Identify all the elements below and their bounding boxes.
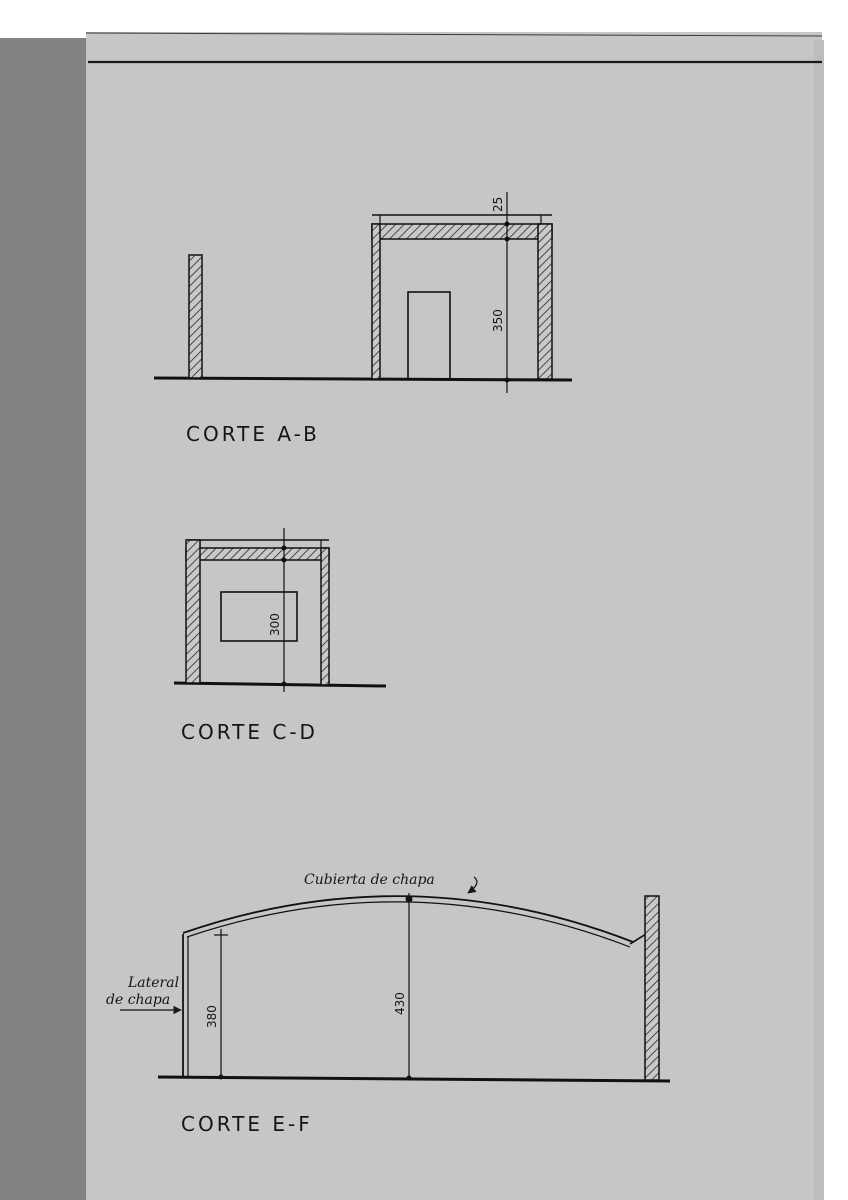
ab-roof-slab xyxy=(372,224,552,239)
paper-right-edge xyxy=(814,40,824,1200)
left-shadow xyxy=(0,38,86,1200)
ab-right-wall xyxy=(538,224,552,379)
cd-title: CORTE C-D xyxy=(181,720,318,744)
ef-roof-note: Cubierta de chapa xyxy=(304,872,435,888)
ab-dim-dot-mid xyxy=(505,237,510,242)
ef-dim-center-dot-top xyxy=(406,896,413,903)
ef-dim-center-label: 430 xyxy=(393,992,407,1015)
ab-dim-dot-top xyxy=(505,222,510,227)
ef-side-note-line1: Lateral xyxy=(128,975,180,991)
cd-roof-slab xyxy=(186,548,329,560)
ab-left-wall xyxy=(372,224,380,379)
ab-dim-height-label: 350 xyxy=(491,309,505,332)
ef-title: CORTE E-F xyxy=(181,1112,313,1136)
ab-title: CORTE A-B xyxy=(186,422,320,446)
ef-dim-side-dot xyxy=(219,1075,224,1080)
ef-right-wall xyxy=(645,896,659,1080)
cd-dim-dot-mid xyxy=(282,558,287,563)
cd-dim-height-label: 300 xyxy=(268,613,282,636)
ef-side-note-line2: de chapa xyxy=(106,992,171,1008)
cd-left-wall xyxy=(186,540,200,683)
ab-dim-roof-label: 25 xyxy=(491,196,505,212)
cd-dim-dot-bottom xyxy=(282,682,287,687)
cd-dim-dot-top xyxy=(282,546,287,551)
ab-dim-dot-bottom xyxy=(505,378,510,383)
ab-free-wall xyxy=(189,255,202,378)
cd-right-wall xyxy=(321,548,329,685)
ef-dim-center-dot-bottom xyxy=(407,1076,412,1081)
ef-dim-side-label: 380 xyxy=(205,1005,219,1028)
